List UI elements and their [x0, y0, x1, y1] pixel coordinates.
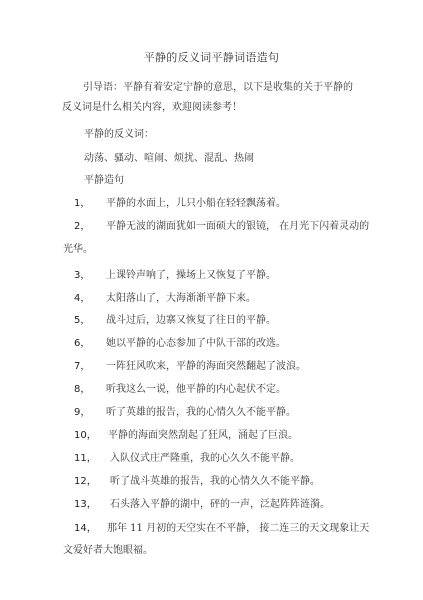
- sentence-text: 平静无波的湖面犹如一面硕大的银镜， 在月光下闪着灵动的: [106, 221, 370, 232]
- sentence-number: 1，: [74, 198, 91, 209]
- sentence-text: 那年 11 月初的天空实在不平静， 接二连三的天文现象让天: [107, 523, 370, 534]
- sentence-continuation: 文爱好者大饱眼福。: [63, 545, 153, 556]
- sentence-number: 2，: [74, 221, 91, 232]
- sentence-number: 4，: [74, 293, 91, 304]
- sentence-text: 听了英雄的报告，我的心情久久不能平静。: [106, 407, 296, 418]
- sentence-text: 听我这么一说，他平静的内心起伏不定。: [106, 384, 286, 395]
- sentence-text: 太阳落山了，大海渐渐平静下来。: [106, 293, 256, 304]
- sentence-number: 7，: [74, 361, 91, 372]
- sentence-number: 10，: [74, 430, 97, 441]
- sentence-text: 平静的海面突然刮起了狂风，涌起了巨浪。: [108, 430, 298, 441]
- sentence-text: 上课铃声响了，操场上又恢复了平静。: [106, 270, 276, 281]
- sentence-number: 3，: [74, 270, 91, 281]
- sentence-text: 她以平静的心态参加了中队干部的改选。: [106, 338, 286, 349]
- sentence-text: 一阵狂风吹来，平静的海面突然翻起了波浪。: [106, 361, 306, 372]
- sentence-text: 战斗过后，边寨又恢复了往日的平静。: [106, 315, 276, 326]
- sentence-number: 5，: [74, 315, 91, 326]
- sentence-number: 8，: [74, 384, 91, 395]
- sentence-heading: 平静造句: [84, 175, 124, 186]
- antonym-heading: 平静的反义词：: [84, 129, 154, 140]
- sentence-text: 石头落入平静的湖中，砰的一声，泛起阵阵涟漪。: [110, 499, 330, 510]
- sentence-text: 听了战斗英雄的报告，我的心情久久不能平静。: [110, 476, 320, 487]
- sentence-number: 12，: [74, 476, 97, 487]
- sentence-continuation: 光华。: [63, 244, 93, 255]
- intro-paragraph: 引导语：平静有着安定宁静的意思，以下是收集的关于平静的反义词是什么相关内容，欢迎阅读参考！: [62, 82, 353, 113]
- sentence-text: 平静的水面上，儿只小船在轻轻飘荡着。: [106, 198, 286, 209]
- sentence-number: 11，: [74, 453, 97, 464]
- sentence-text: 入队仪式庄严隆重，我的心久久不能平静。: [110, 453, 300, 464]
- sentence-number: 14，: [74, 523, 97, 534]
- sentence-number: 9，: [74, 407, 91, 418]
- antonym-list: 动荡、骚动、喧闹、烦扰、混乱、热闹: [84, 153, 254, 164]
- sentence-number: 13，: [74, 499, 97, 510]
- sentence-number: 6，: [74, 338, 91, 349]
- page-title: 平静的反义词平静词语造句: [143, 51, 280, 64]
